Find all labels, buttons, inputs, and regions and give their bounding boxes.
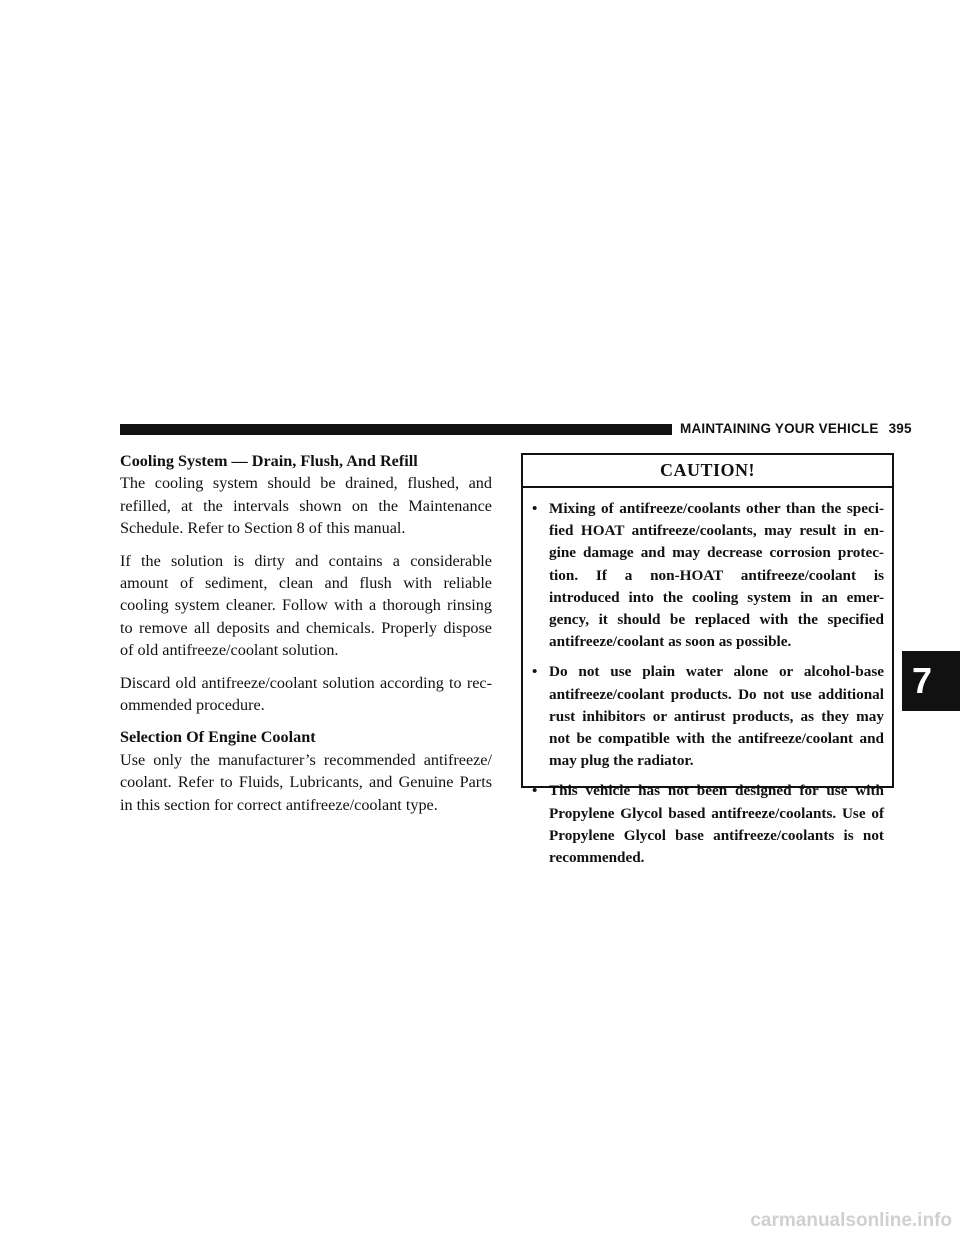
- caution-box: [521, 453, 894, 867]
- caution-item-propylene-glycol: [532, 780, 884, 869]
- header-rule: [120, 424, 672, 435]
- section-heading-drain-flush-refill: Cooling System — Drain, Flush, And Refill: [120, 452, 418, 470]
- chapter-tab: 7: [902, 651, 960, 711]
- left-column: [120, 450, 492, 826]
- section-title: MAINTAINING YOUR VEHICLE: [680, 421, 879, 436]
- bullet-icon: •: [532, 500, 538, 517]
- caution-item-text: Do not use plain water alone or alcohol-base antifreeze/coolant products. Do not use additional rust inhibitors or antirust products, as they may not be compatible with the antifreeze/coolant and may plug the radiator.: [549, 663, 884, 770]
- caution-title: CAUTION!: [523, 455, 892, 488]
- watermark: carmanualsonline.info: [750, 1210, 952, 1231]
- bullet-icon: •: [532, 663, 538, 681]
- caution-item-text: This vehicle has not been designed for use with Propylene Glycol based antifreeze/coolants. Use of Propylene Glycol base antifreeze/coolants is not recommended.: [549, 782, 884, 867]
- bullet-icon: •: [532, 782, 538, 800]
- running-header: [680, 420, 912, 438]
- paragraph-dirty-solution: If the solution is dirty and contains a considerable amount of sediment, clean and flush with reliable cooling system cleaner. Follow with a thorough rinsing to remove all deposits and chemicals. Properly dispose of old antifreeze/coolant solution.: [120, 551, 492, 660]
- caution-item-text: Mixing of antifreeze/coolants other than the speci-fied HOAT antifreeze/coolants, may result in en-gine damage and may decrease corrosion protec-tion. If a non-HOAT antifreeze/coolant is introduced into the cooling system in an emer-gency, it should be replaced with the specified antifreeze/coolant as soon as possible.: [549, 500, 884, 651]
- caution-item-plain-water: [532, 661, 884, 772]
- paragraph-discard: Discard old antifreeze/coolant solution according to rec-ommended procedure.: [120, 673, 492, 715]
- caution-item-mixing: [532, 498, 884, 653]
- paragraph-intervals: The cooling system should be drained, flushed, and refilled, at the intervals shown on the Maintenance Schedule. Refer to Section 8 of this manual.: [120, 474, 492, 538]
- page-number: 395: [888, 421, 912, 436]
- section-heading-coolant-selection: Selection Of Engine Coolant: [120, 728, 316, 747]
- paragraph-coolant-selection: Use only the manufacturer’s recommended antifreeze/ coolant. Refer to Fluids, Lubricants, and Genuine Parts in this section for correct antifreeze/coolant type.: [120, 750, 492, 814]
- caution-list: [523, 488, 892, 869]
